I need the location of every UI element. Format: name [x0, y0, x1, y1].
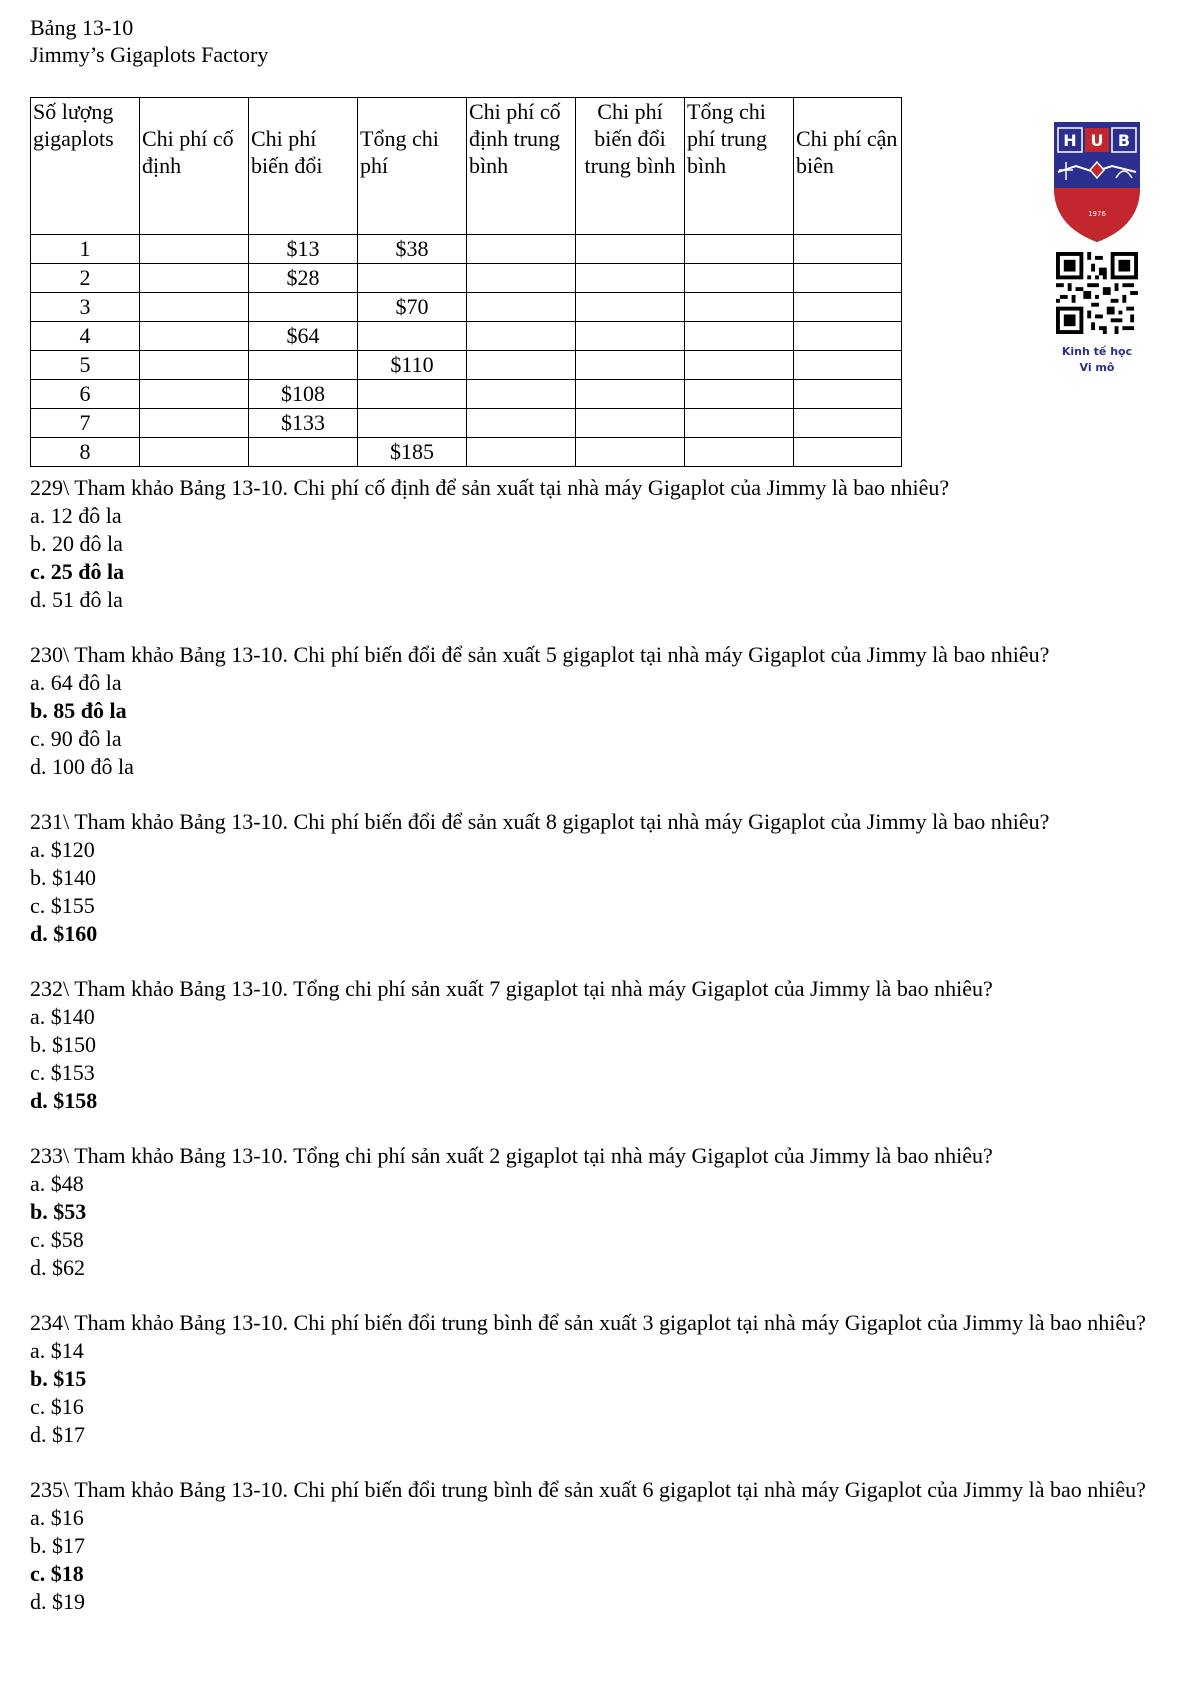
answer-option: b. 20 đô la — [30, 531, 123, 556]
table-cell — [467, 409, 576, 438]
question-item — [30, 1476, 1160, 1616]
answer-option: c. 90 đô la — [30, 726, 122, 751]
answer-option: c. $155 — [30, 893, 95, 918]
table-cell: $185 — [358, 438, 467, 467]
cost-table — [30, 97, 902, 467]
table-cell: $28 — [249, 264, 358, 293]
table-cell — [685, 380, 794, 409]
table-cell — [576, 235, 685, 264]
table-cell — [576, 438, 685, 467]
table-cell — [576, 293, 685, 322]
table-cell — [140, 380, 249, 409]
table-row — [31, 351, 902, 380]
table-row — [31, 322, 902, 351]
answer-option: b. $17 — [30, 1533, 85, 1558]
table-cell — [685, 351, 794, 380]
table-row — [31, 293, 902, 322]
table-cell: 2 — [31, 264, 140, 293]
table-row — [31, 438, 902, 467]
question-stem: 230\ Tham khảo Bảng 13-10. Chi phí biến đổi để sản xuất 5 gigaplot tại nhà máy Gigaplot của Jimmy là bao nhiêu? — [30, 642, 1050, 667]
answer-option-correct: d. $160 — [30, 921, 98, 946]
table-row — [31, 380, 902, 409]
table-cell — [467, 351, 576, 380]
table-cell: 3 — [31, 293, 140, 322]
question-item — [30, 1309, 1160, 1449]
column-header: Tổng chi phí trung bình — [685, 98, 794, 235]
answer-option: d. $19 — [30, 1589, 85, 1614]
logo-letter: B — [1117, 131, 1131, 150]
table-cell: 4 — [31, 322, 140, 351]
table-row — [31, 235, 902, 264]
table-cell — [794, 235, 902, 264]
table-cell — [467, 438, 576, 467]
column-header: Tổng chi phí — [358, 98, 467, 235]
table-cell — [140, 322, 249, 351]
table-cell — [576, 264, 685, 293]
question-item — [30, 474, 1160, 614]
column-header: Chi phí cố định trung bình — [467, 98, 576, 235]
table-header-row — [31, 98, 902, 235]
column-header: Chi phí biến đổi — [249, 98, 358, 235]
table-cell — [467, 293, 576, 322]
question-item — [30, 1142, 1160, 1282]
answer-option: d. 51 đô la — [30, 587, 123, 612]
table-cell — [685, 264, 794, 293]
table-cell — [685, 293, 794, 322]
table-body — [31, 235, 902, 467]
logo-caption — [1040, 344, 1154, 376]
column-header: Chi phí biến đổi trung bình — [576, 98, 685, 235]
table-cell — [794, 438, 902, 467]
table-cell: $13 — [249, 235, 358, 264]
shield-icon — [1050, 118, 1144, 246]
question-item — [30, 975, 1160, 1115]
table-cell — [358, 322, 467, 351]
answer-option: d. $62 — [30, 1255, 85, 1280]
table-cell — [140, 351, 249, 380]
answer-option: d. $17 — [30, 1422, 85, 1447]
table-cell — [249, 438, 358, 467]
answer-option: a. $48 — [30, 1171, 84, 1196]
table-cell: $133 — [249, 409, 358, 438]
table-cell: $108 — [249, 380, 358, 409]
answer-option: a. $14 — [30, 1338, 84, 1363]
logo-year: 1976 — [1088, 210, 1106, 218]
table-cell: $64 — [249, 322, 358, 351]
answer-option: a. 12 đô la — [30, 503, 122, 528]
table-cell: 8 — [31, 438, 140, 467]
answer-option-correct: c. $18 — [30, 1561, 84, 1586]
table-cell — [358, 264, 467, 293]
table-cell: $110 — [358, 351, 467, 380]
logo-caption-line: Kinh tế học — [1061, 345, 1133, 358]
qr-code-icon — [1056, 252, 1138, 334]
table-cell — [576, 322, 685, 351]
table-cell — [467, 235, 576, 264]
answer-option: c. $58 — [30, 1227, 84, 1252]
column-header: Số lượng gigaplots — [31, 98, 140, 235]
answer-option: a. $140 — [30, 1004, 95, 1029]
table-cell — [140, 409, 249, 438]
table-cell — [576, 351, 685, 380]
table-cell — [576, 409, 685, 438]
answer-option-correct: d. $158 — [30, 1088, 98, 1113]
table-cell: 1 — [31, 235, 140, 264]
table-cell: $70 — [358, 293, 467, 322]
table-cell — [467, 322, 576, 351]
answer-option: a. $120 — [30, 837, 95, 862]
table-cell — [467, 380, 576, 409]
table-cell — [794, 409, 902, 438]
table-cell — [576, 380, 685, 409]
table-cell — [794, 322, 902, 351]
table-cell — [140, 438, 249, 467]
answer-option-correct: b. $15 — [30, 1366, 87, 1391]
logo-letter: U — [1090, 131, 1104, 150]
table-cell — [794, 380, 902, 409]
answer-option: c. $153 — [30, 1060, 95, 1085]
table-cell — [685, 409, 794, 438]
table-cell: 5 — [31, 351, 140, 380]
table-cell — [140, 264, 249, 293]
answer-option: b. $140 — [30, 865, 96, 890]
logo-letter: H — [1063, 131, 1077, 150]
column-header: Chi phí cận biên — [794, 98, 902, 235]
question-stem: 235\ Tham khảo Bảng 13-10. Chi phí biến đổi trung bình để sản xuất 6 gigaplot tại nhà máy Gigaplot của Jimmy là bao nhiêu? — [30, 1477, 1146, 1502]
table-cell — [140, 235, 249, 264]
table-cell: $38 — [358, 235, 467, 264]
table-cell — [467, 264, 576, 293]
table-cell: 6 — [31, 380, 140, 409]
answer-option-correct: b. $53 — [30, 1199, 87, 1224]
table-cell — [140, 293, 249, 322]
answer-option: a. $16 — [30, 1505, 84, 1530]
table-cell — [358, 380, 467, 409]
table-cell — [685, 438, 794, 467]
table-cell — [794, 293, 902, 322]
question-item — [30, 808, 1160, 948]
question-stem: 233\ Tham khảo Bảng 13-10. Tổng chi phí sản xuất 2 gigaplot tại nhà máy Gigaplot của Jimmy là bao nhiêu? — [30, 1143, 993, 1168]
logo-caption-line: Vi mô — [1079, 361, 1115, 374]
table-cell — [249, 351, 358, 380]
question-stem: 234\ Tham khảo Bảng 13-10. Chi phí biến đổi trung bình để sản xuất 3 gigaplot tại nhà máy Gigaplot của Jimmy là bao nhiêu? — [30, 1310, 1146, 1335]
table-row — [31, 409, 902, 438]
question-stem: 232\ Tham khảo Bảng 13-10. Tổng chi phí sản xuất 7 gigaplot tại nhà máy Gigaplot của Jimmy là bao nhiêu? — [30, 976, 993, 1001]
answer-option-correct: b. 85 đô la — [30, 698, 127, 723]
answer-option: c. $16 — [30, 1394, 84, 1419]
answer-option: d. 100 đô la — [30, 754, 134, 779]
column-header: Chi phí cố định — [140, 98, 249, 235]
answer-option: a. 64 đô la — [30, 670, 122, 695]
question-stem: 231\ Tham khảo Bảng 13-10. Chi phí biến đổi để sản xuất 8 gigaplot tại nhà máy Gigaplot của Jimmy là bao nhiêu? — [30, 809, 1050, 834]
answer-option: b. $150 — [30, 1032, 96, 1057]
table-cell — [685, 322, 794, 351]
table-cell — [685, 235, 794, 264]
table-cell: 7 — [31, 409, 140, 438]
table-cell — [794, 351, 902, 380]
table-cell — [249, 293, 358, 322]
question-stem: 229\ Tham khảo Bảng 13-10. Chi phí cố định để sản xuất tại nhà máy Gigaplot của Jimmy là bao nhiêu? — [30, 475, 950, 500]
question-list — [30, 474, 1160, 1643]
table-row — [31, 264, 902, 293]
table-cell — [358, 409, 467, 438]
answer-option-correct: c. 25 đô la — [30, 559, 125, 584]
document-header — [30, 14, 268, 68]
question-item — [30, 641, 1160, 781]
table-cell — [794, 264, 902, 293]
table-title: Jimmy’s Gigaplots Factory — [30, 42, 269, 67]
table-reference: Bảng 13-10 — [30, 15, 134, 40]
